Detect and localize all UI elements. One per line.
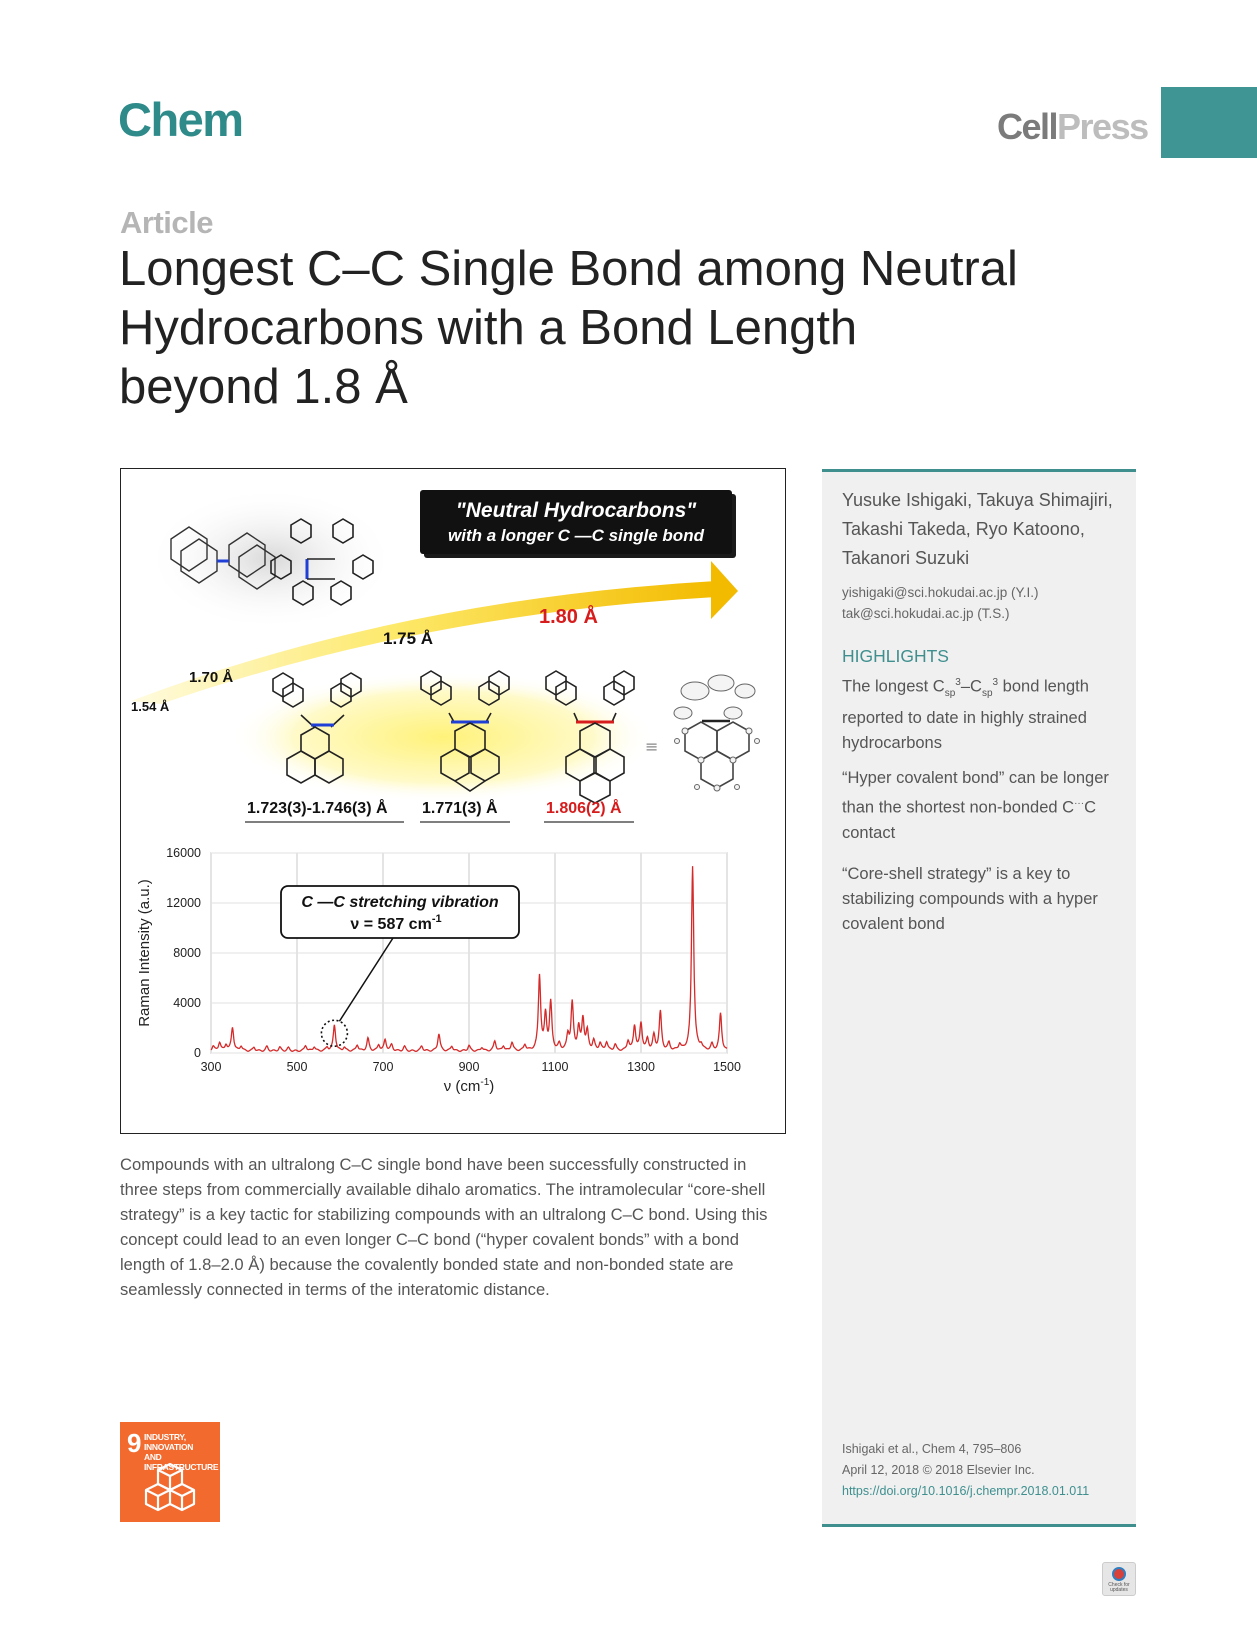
title-line-3: beyond 1.8 Å <box>119 360 408 414</box>
sdg-number: 9 <box>127 1428 142 1458</box>
title-line-1: Longest C–C Single Bond among Neutral <box>119 242 1018 296</box>
bond-length-2: 1.771(3) Å <box>422 800 498 817</box>
highlight-2 <box>842 766 1122 846</box>
y-tick-label: 4000 <box>173 996 201 1010</box>
banner-line-2: with a longer C —C single bond <box>448 526 704 545</box>
target-molecules-glow <box>231 672 655 802</box>
x-tick-label: 1300 <box>627 1060 655 1074</box>
bond-length-3: 1.806(2) Å <box>546 800 622 817</box>
arrow-label-3: 1.75 Å <box>383 629 434 648</box>
banner-line-1: "Neutral Hydrocarbons" <box>455 499 697 522</box>
article-title <box>119 240 1079 417</box>
check-updates-label-line-2: updates <box>1110 1587 1128 1593</box>
callout-sup: -1 <box>431 913 442 925</box>
sdg-badge <box>120 1422 220 1522</box>
highlight-3: “Core-shell strategy” is a key to stabilizing compounds with a hyper covalent bond <box>842 865 1098 933</box>
article-type: Article <box>120 205 213 240</box>
sdg-label-line-2: AND INFRASTRUCTURE <box>144 1452 219 1472</box>
arrow-label-4: 1.80 Å <box>539 606 598 628</box>
graphical-abstract <box>120 468 786 1134</box>
sdg-label-line-1: INDUSTRY, INNOVATION <box>144 1432 194 1452</box>
x-tick-label: 1500 <box>713 1060 741 1074</box>
equivalence-sign: ≡ <box>645 737 659 756</box>
arrow-label-1: 1.54 Å <box>131 699 170 714</box>
y-tick-label: 12000 <box>166 896 201 910</box>
arrow-label-2: 1.70 Å <box>189 669 234 686</box>
corner-tab <box>1161 87 1257 158</box>
reference-molecules-glow <box>146 487 396 631</box>
highlight-1-sup-a: 3 <box>955 677 961 688</box>
neutral-hydrocarbons-banner <box>420 490 736 558</box>
highlight-1-text-b: bond length reported to date in highly strained hydrocarbons <box>842 677 1089 752</box>
journal-logo: Chem <box>118 93 243 146</box>
raman-spectrum-chart <box>136 846 741 1095</box>
x-axis-label-text: ν (cm <box>443 1078 481 1095</box>
email-1[interactable]: yishigaki@sci.hokudai.ac.jp (Y.I.) <box>842 585 1039 600</box>
callout-line-1: C —C stretching vibration <box>301 894 499 911</box>
x-tick-label: 1100 <box>541 1060 569 1074</box>
bond-length-1: 1.723(3)-1.746(3) Å <box>247 800 388 817</box>
highlight-1-text-a: The longest C <box>842 677 945 696</box>
title-line-2: Hydrocarbons with a Bond Length <box>119 301 858 355</box>
x-axis-label-end: ) <box>489 1078 495 1095</box>
publisher-logo-part1: Cell <box>997 106 1058 147</box>
y-tick-label: 0 <box>194 1046 201 1060</box>
copyright-line: April 12, 2018 © 2018 Elsevier Inc. <box>842 1463 1035 1477</box>
y-tick-label: 16000 <box>166 846 201 860</box>
x-tick-label: 900 <box>458 1060 480 1074</box>
highlight-1-sup-b: 3 <box>992 677 999 688</box>
highlight-2-text-a: “Hyper covalent bond” can be longer than the shortest non-bonded C <box>842 769 1109 817</box>
x-tick-label: 700 <box>372 1060 394 1074</box>
summary-paragraph: Compounds with an ultralong C–C single bond have been successfully constructed in three steps from commercially available dihalo aromatics. The intramolecular “core-shell strategy” is a key tactic for stabilizing compounds with an ultralong C–C bond. Using this concept could lead to an even longer C–C bond (“hyper covalent bonds” with a bond length of 1.8–2.0 Å) because the covalently bonded state and non-bonded state are seamlessly connected in terms of the interatomic distance. <box>120 1155 768 1299</box>
y-axis-label: Raman Intensity (a.u.) <box>136 879 153 1027</box>
check-updates-label-line-1: Check for <box>1108 1582 1130 1588</box>
sidebar <box>822 469 1136 1527</box>
author-list: Yusuke Ishigaki, Takuya Shimajiri, Takashi Takeda, Ryo Katoono, Takanori Suzuki <box>842 490 1113 568</box>
xray-structure <box>674 675 760 791</box>
callout-line-2-text: ν = 587 cm <box>350 916 432 933</box>
publisher-logo <box>997 106 1148 148</box>
check-for-updates-badge[interactable] <box>1102 1562 1136 1596</box>
doi-link[interactable]: https://doi.org/10.1016/j.chempr.2018.01.011 <box>842 1484 1090 1498</box>
callout-line-2 <box>350 913 441 933</box>
arrow-head <box>711 561 738 619</box>
highlight-2-dots: ··· <box>1074 798 1085 809</box>
highlight-1 <box>842 670 1122 756</box>
citation-line: Ishigaki et al., Chem 4, 795–806 <box>842 1442 1022 1456</box>
highlight-1-dash: –C <box>960 677 982 696</box>
x-axis-label <box>444 1077 495 1095</box>
x-tick-label: 500 <box>286 1060 308 1074</box>
graphical-abstract-svg <box>121 469 785 1133</box>
cubes-icon <box>142 1460 198 1516</box>
highlight-1-sub-a: sp <box>944 687 956 699</box>
x-axis-label-sup: -1 <box>480 1077 490 1088</box>
highlights-heading: HIGHLIGHTS <box>842 646 949 666</box>
email-2[interactable]: tak@sci.hokudai.ac.jp (T.S.) <box>842 606 1010 621</box>
y-tick-label: 8000 <box>173 946 201 960</box>
check-updates-icon <box>1112 1567 1126 1581</box>
highlight-2-text-b: C contact <box>842 798 1097 842</box>
check-updates-label <box>1103 1583 1135 1593</box>
vibration-callout <box>281 886 519 938</box>
highlight-1-sub-b: sp <box>981 687 993 699</box>
publisher-logo-part2: Press <box>1057 106 1148 147</box>
x-tick-label: 300 <box>200 1060 222 1074</box>
